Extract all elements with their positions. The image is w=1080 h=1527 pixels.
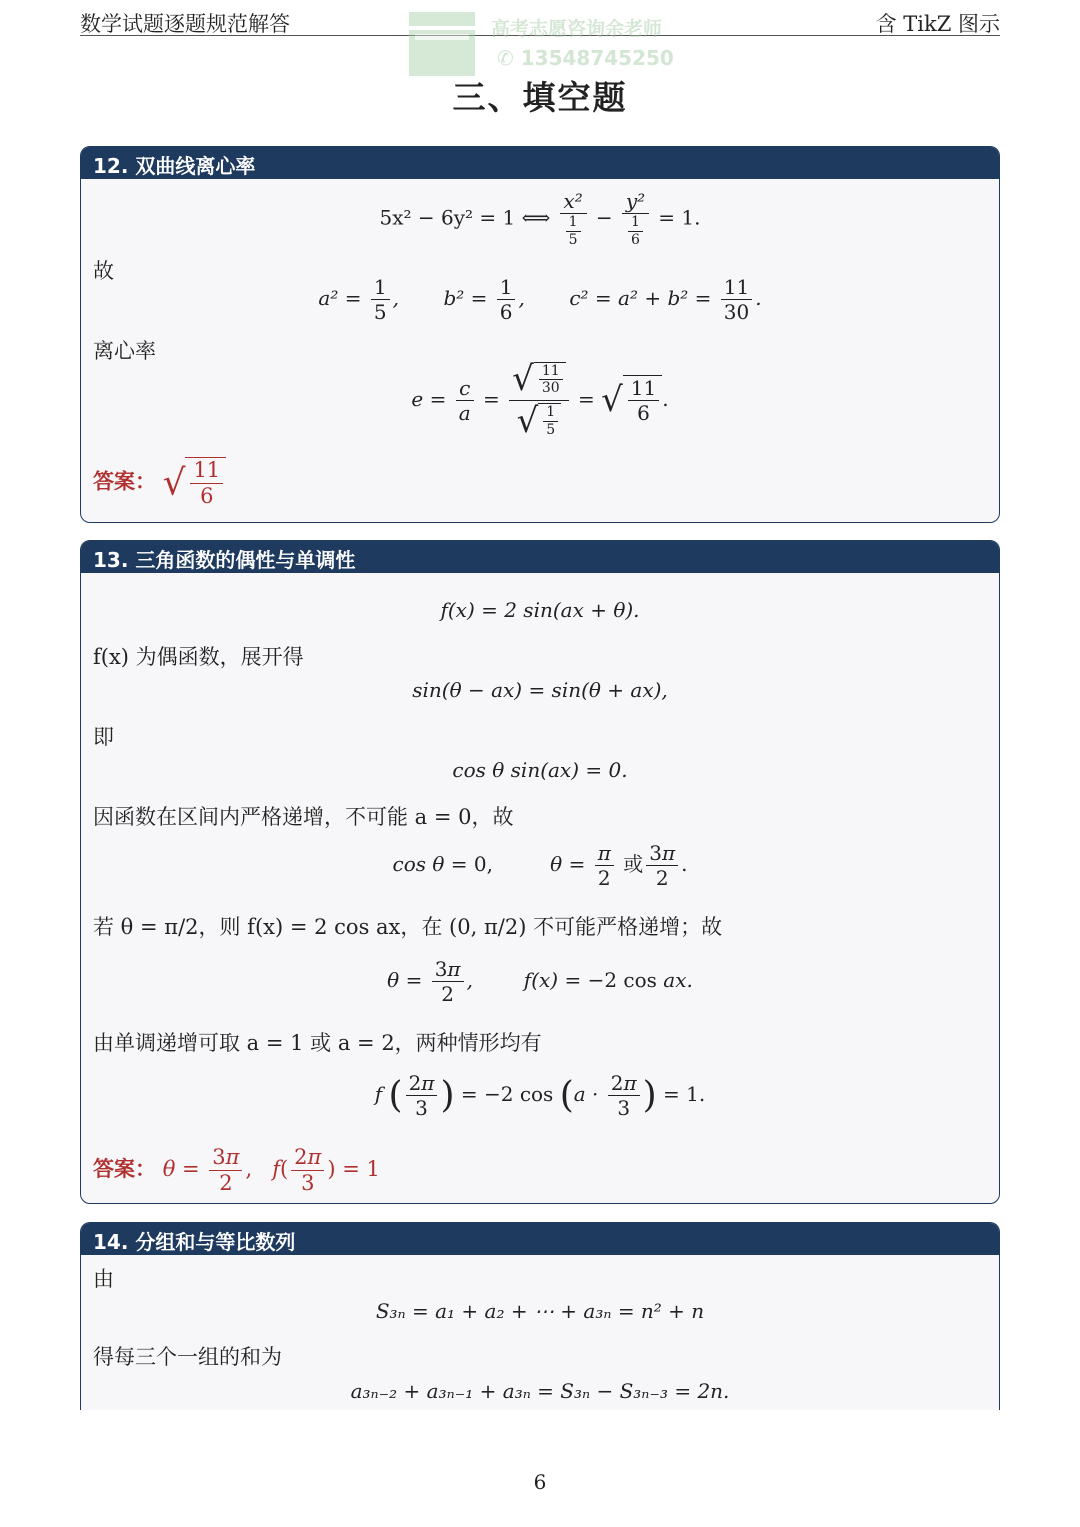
product-equation: cos θ sin(ax) = 0. <box>452 758 628 782</box>
text-case-analysis: 若 θ = π/2，则 f(x) = 2 cos ax，在 (0, π/2) 不可能严格递增；故 <box>93 915 723 939</box>
problem-14-title: 14. 分组和与等比数列 <box>81 1223 999 1255</box>
text-therefore: 故 <box>93 259 114 283</box>
ab-values-equation: a² = $\frac{1}{5}$ , b² = $\frac{1}{6}$ , c² = a² + b² = $\frac{11}{30}$ . <box>318 275 762 324</box>
watermark-phone: ✆ 13548745250 <box>497 46 674 70</box>
text-monotonic: 由单调递增可取 a = 1 或 a = 2，两种情形均有 <box>93 1031 542 1055</box>
text-strict-increase: 因函数在区间内严格递增，不可能 a = 0，故 <box>93 805 514 829</box>
theta-result: θ = $\frac{3\pi}{2}$ , f(x) = −2 cos ax. <box>387 957 693 1006</box>
text-eccentricity: 离心率 <box>93 339 156 363</box>
hyperbola-equation: 5x² − 6y² = 1 ⟺ $\frac{\text{x²}}{\frac{1}{5}}$ − $\frac{\text{y²}}{\frac{1}{6}}$ = 1. <box>379 189 701 248</box>
f-value-equation: f ( $\frac{2\pi}{3}$ ) = −2 cos (a · $\frac{2\pi}{3}$ ) = 1. <box>374 1071 706 1120</box>
section-title: 三、填空题 <box>452 78 628 117</box>
text-even-function: f(x) 为偶函数，展开得 <box>93 645 304 669</box>
even-expansion: sin(θ − ax) = sin(θ + ax), <box>412 678 668 702</box>
function-definition: f(x) = 2 sin(ax + θ). <box>440 598 640 622</box>
problem-13-title: 13. 三角函数的偶性与单调性 <box>81 541 999 573</box>
partial-sum-equation: S₃ₙ = a₁ + a₂ + ⋯ + a₃ₙ = n² + n <box>375 1299 705 1323</box>
page-number: 6 <box>533 1470 547 1494</box>
problem-12-title: 12. 双曲线离心率 <box>81 147 999 179</box>
header-left-title: 数学试题逐题规范解答 <box>80 12 290 36</box>
watermark <box>405 4 685 80</box>
theta-candidates: cos θ = 0, θ = $\frac{\pi}{2}$ 或 $\frac{3\pi}{2}$ . <box>392 841 688 890</box>
watermark-text: 高考志愿咨询余老师 <box>491 18 663 40</box>
text-group-sum: 得每三个一组的和为 <box>93 1345 282 1369</box>
header-right-title: 含 TikZ 图示 <box>875 12 1000 36</box>
problem-14-box <box>80 1222 1000 1410</box>
text-namely: 即 <box>93 725 114 749</box>
answer-13: 答案： θ = $\frac{3\pi}{2}$ , f( $\frac{2\pi}{3}$ ) = 1 <box>93 1145 380 1196</box>
answer-12: 答案： √ $\frac{11}{6}$ <box>93 457 226 509</box>
text-from: 由 <box>93 1267 114 1291</box>
eccentricity-equation: e = $\frac{c}{a}$ = √ $\frac{11}{30}$ √ $\frac{1}{5}$ = √ $\frac{11}{6}$ . <box>411 359 669 441</box>
book-logo-icon <box>405 4 481 80</box>
problem-13-box <box>80 540 1000 1204</box>
group-sum-equation: a₃ₙ₋₂ + a₃ₙ₋₁ + a₃ₙ = S₃ₙ − S₃ₙ₋₃ = 2n. <box>350 1379 730 1403</box>
problem-12-box <box>80 146 1000 523</box>
